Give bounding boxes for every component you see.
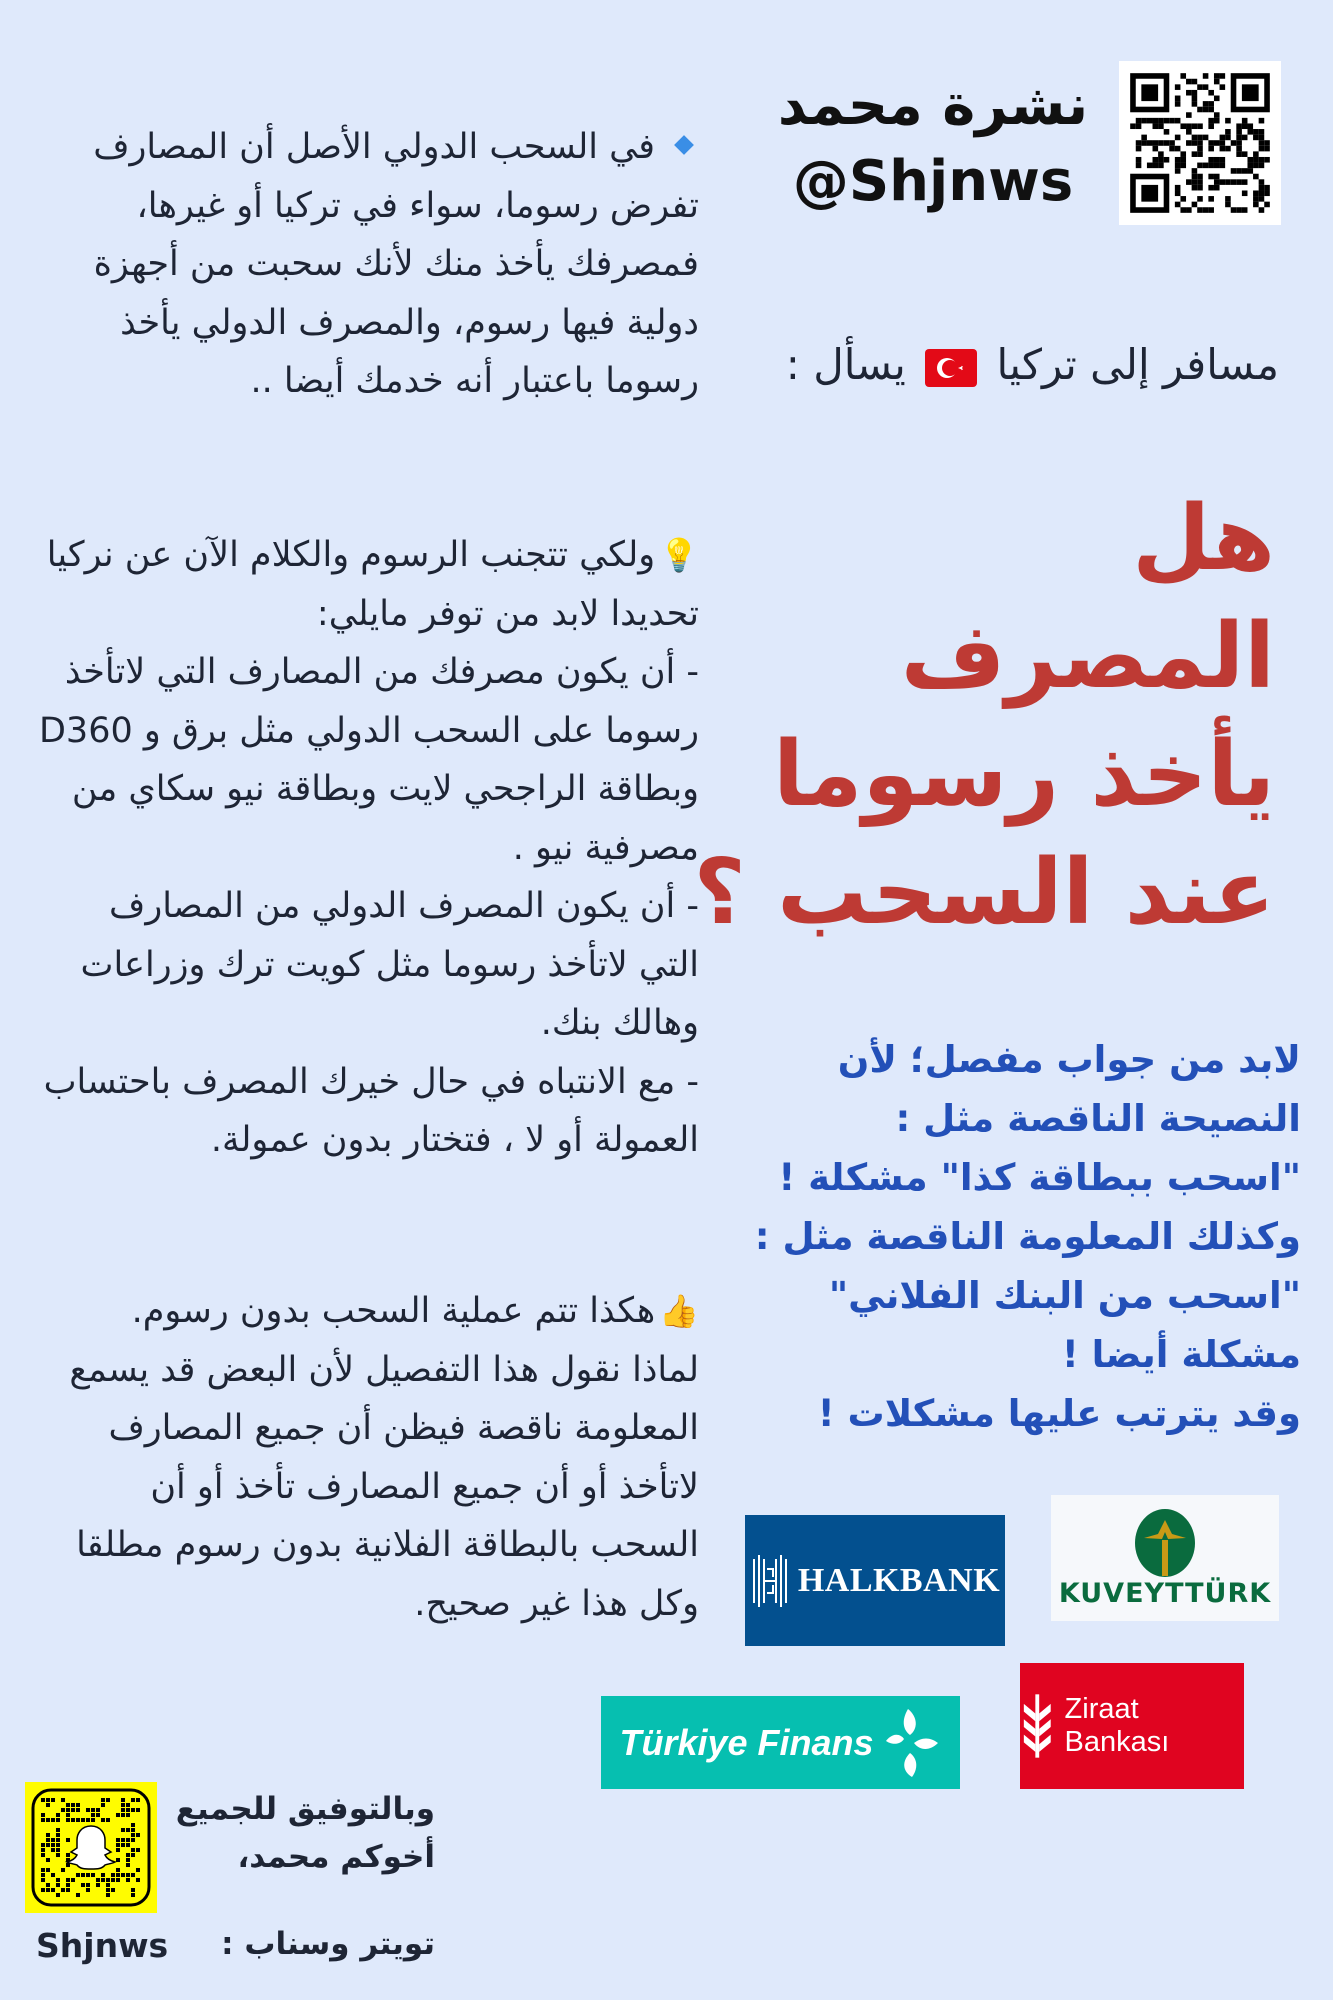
flower-mark-icon [882,1705,942,1781]
ziraat-bank-logo [1020,1663,1244,1789]
note-line: "اسحب ببطاقة كذا" مشكلة ! [778,1156,1301,1199]
qr-code-icon[interactable] [1119,61,1281,225]
light-bulb-icon: 💡 [659,536,699,574]
sign-line-2: أخوكم محمد، [237,1839,435,1875]
headline-line: يأخذ رسوما [772,722,1275,827]
diamond-bullet-icon [674,135,694,155]
note-line: وقد يترتب عليها مشكلات ! [817,1392,1301,1435]
halkbank-logo [745,1515,1005,1646]
headline [675,480,1275,952]
kuveytturk-logo [1051,1495,1279,1621]
paragraph-2 [39,526,699,1170]
social-handle: Shjnws [36,1926,169,1965]
turkiye-finans-logo [601,1696,960,1789]
asker-text: مسافر إلى تركيا [996,340,1279,389]
answer-note [741,1030,1301,1443]
thumbs-up-icon: 👍 [659,1292,699,1330]
kuveytturk-name: KUVEYTTÜRK [1058,1577,1272,1609]
asker-line [786,340,1279,389]
headline-line: المصرف [900,604,1275,709]
paragraph-1-text: في السحب الدولي الأصل أن المصارف تفرض رسوما، سواء في تركيا أو غيرها، فمصرفك يأخذ منك لأنك سحبت من أجهزة دولية فيها رسوم، والمصرف الدولي يأخذ رسوما باعتبار أنه خدمك أيضا .. [93,127,699,401]
headline-line: هل [1132,486,1275,591]
palm-tree-icon [1134,1508,1196,1578]
headline-line: عند السحب ؟ [693,840,1275,945]
sign-line-1: وبالتوفيق للجميع [175,1791,435,1827]
newsletter-title: نشرة محمد [777,73,1089,138]
ziraat-name: Ziraat Bankası [1064,1693,1170,1758]
note-line: مشكلة أيضا ! [1061,1333,1301,1376]
note-line: "اسحب من البنك الفلاني" [828,1274,1301,1317]
note-line: لابد من جواب مفصل؛ لأن [837,1038,1301,1081]
social-label: تويتر وسناب : [221,1926,435,1962]
paragraph-1 [39,118,699,411]
turkiye-finans-name: Türkiye Finans [619,1721,874,1763]
note-line: النصيحة الناقصة مثل : [895,1097,1301,1140]
paragraph-3-text: هكذا تتم عملية السحب بدون رسوم. لماذا نقول هذا التفصيل لأن البعض قد يسمع المعلومة ناقصة فيظن أن جميع المصارف لاتأخذ أو أن جميع المصارف تأخذ أو أن السحب بالبطاقة الفلانية بدون رسوم مطلقا وكل هذا غير صحيح. [69,1291,699,1624]
turkey-flag-icon [925,349,977,387]
wheat-icon [1020,1689,1055,1763]
signature [176,1785,435,1881]
twitter-handle: @Shjnws [792,149,1074,214]
halkbank-name: HALKBANK [797,1561,1001,1599]
halkbank-mark-icon [750,1551,790,1611]
header-title-block [773,68,1093,220]
paragraph-2-text: ولكي تتجنب الرسوم والكلام الآن عن نركيا تحديدا لابد من توفر مايلي: - أن يكون مصرفك من المصارف التي لاتأخذ رسوما على السحب الدولي مثل برق و D360 وبطاقة الراجحي لايت وبطاقة نيو سكاي من مصرفية نيو . - أن يكون المصرف الدولي من المصارف التي لاتأخذ رسوما مثل كويت ترك وزراعات وهالك بنك. - مع الانتباه في حال خيرك المصرف باحتساب العمولة أو لا ، فتختار بدون عمولة. [38,535,699,1160]
asker-verb: يسأل : [785,340,906,389]
snapcode-icon[interactable] [25,1782,157,1913]
paragraph-3 [39,1282,699,1633]
note-line: وكذلك المعلومة الناقصة مثل : [754,1215,1301,1258]
